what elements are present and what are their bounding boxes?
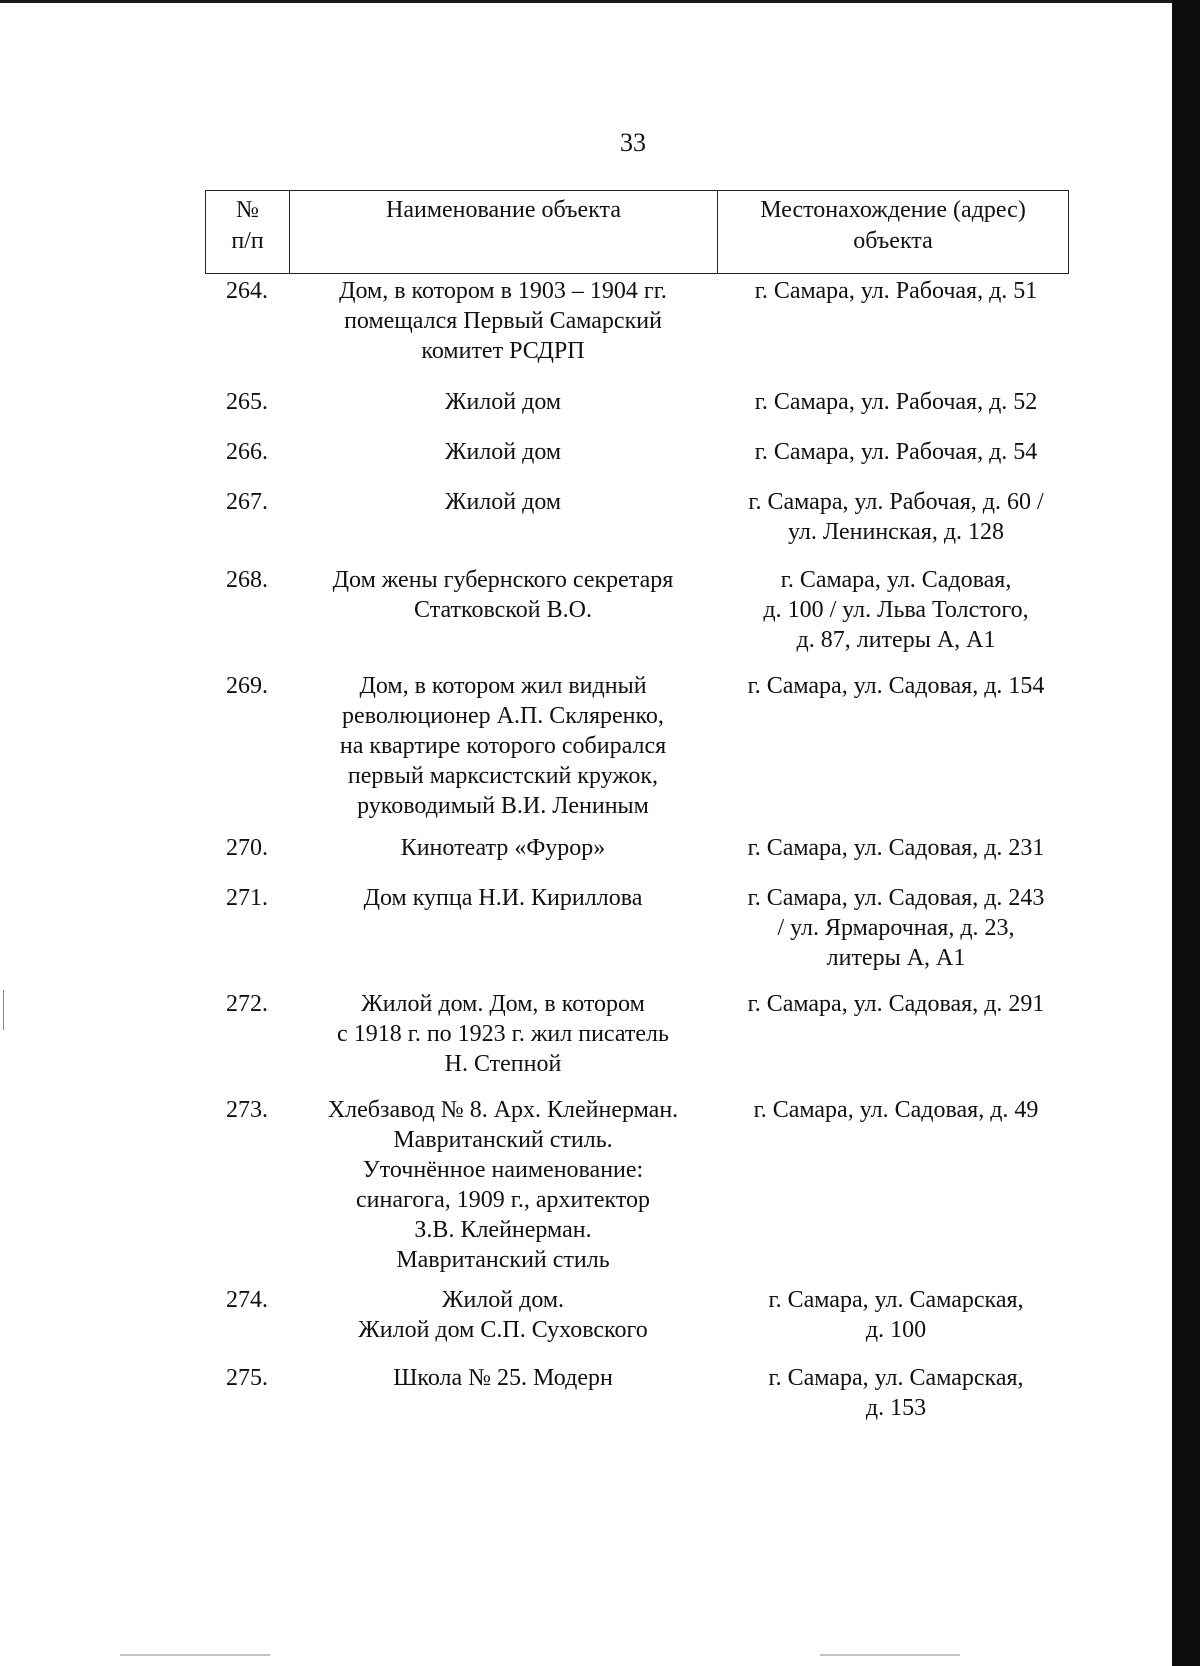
row-number: 267. (226, 489, 268, 515)
object-name (289, 387, 717, 437)
row-number: 265. (226, 389, 268, 415)
row-number: 271. (226, 885, 268, 911)
object-name-line: Жилой дом (444, 389, 562, 415)
object-address-line: г. Самара, ул. Рабочая, д. 51 (754, 278, 1038, 304)
object-address (717, 989, 1069, 1095)
object-name-line: Мавританский стиль. (393, 1127, 613, 1153)
object-name (289, 437, 717, 487)
object-address-line: г. Самара, ул. Рабочая, д. 54 (754, 439, 1038, 465)
object-name-line: Кинотеатр «Фурор» (400, 835, 606, 861)
object-name-line: Дом, в котором в 1903 – 1904 гг. (339, 278, 667, 304)
object-name-line: З.В. Клейнерман. (414, 1217, 592, 1243)
object-address (717, 1363, 1069, 1423)
object-address (717, 276, 1069, 387)
scan-smudge (120, 1654, 270, 1656)
object-name (289, 883, 717, 989)
table-row (205, 833, 1069, 883)
object-name-line: Жилой дом. (441, 1287, 565, 1313)
object-address-line: / ул. Ярмарочная, д. 23, (777, 915, 1015, 941)
object-name-line: с 1918 г. по 1923 г. жил писатель (337, 1021, 669, 1047)
object-address (717, 883, 1069, 989)
object-name-line: Жилой дом (444, 439, 562, 465)
object-name (289, 1095, 717, 1285)
header-address (718, 191, 1068, 273)
table-header (205, 190, 1069, 274)
table-row (205, 437, 1069, 487)
object-address (717, 1285, 1069, 1363)
header-address-line: Местонахождение (адрес) (760, 197, 1026, 223)
row-number: 264. (226, 278, 268, 304)
object-name (289, 833, 717, 883)
table-row (205, 276, 1069, 387)
object-address (717, 437, 1069, 487)
row-number: 274. (226, 1287, 268, 1313)
object-name-line: Дом жены губернского секретаря (332, 567, 674, 593)
object-name (289, 1363, 717, 1423)
object-address-line: литеры А, А1 (826, 945, 966, 971)
object-address-line: г. Самара, ул. Рабочая, д. 60 / (748, 489, 1044, 515)
row-number: 268. (226, 567, 268, 593)
object-name (289, 989, 717, 1095)
object-address-line: г. Самара, ул. Самарская, (768, 1287, 1024, 1313)
header-name (290, 191, 718, 273)
object-address-line: г. Самара, ул. Садовая, д. 49 (753, 1097, 1039, 1123)
object-address-line: г. Самара, ул. Самарская, (768, 1365, 1024, 1391)
scan-smudge (820, 1654, 960, 1656)
object-address (717, 833, 1069, 883)
object-address (717, 1095, 1069, 1285)
header-address-line: объекта (853, 228, 933, 254)
row-number: 272. (226, 991, 268, 1017)
object-name-line: Дом, в котором жил видный (359, 673, 647, 699)
object-name-line: Хлебзавод № 8. Арх. Клейнерман. (327, 1097, 679, 1123)
object-address-line: г. Самара, ул. Садовая, д. 291 (747, 991, 1045, 1017)
table-body (205, 276, 1069, 1423)
table-row (205, 1095, 1069, 1285)
object-name-line: Дом купца Н.И. Кириллова (363, 885, 643, 911)
table-row (205, 671, 1069, 833)
object-address-line: г. Самара, ул. Садовая, д. 231 (747, 835, 1045, 861)
object-address-line: г. Самара, ул. Рабочая, д. 52 (754, 389, 1038, 415)
object-name-line: синагога, 1909 г., архитектор (355, 1187, 651, 1213)
row-number: 275. (226, 1365, 268, 1391)
object-address (717, 565, 1069, 671)
row-number: 270. (226, 835, 268, 861)
object-address-line: г. Самара, ул. Садовая, д. 154 (747, 673, 1045, 699)
object-address-line: г. Самара, ул. Садовая, д. 243 (747, 885, 1045, 911)
row-number: 273. (226, 1097, 268, 1123)
object-address (717, 671, 1069, 833)
object-address (717, 387, 1069, 437)
object-name-line: Жилой дом (444, 489, 562, 515)
object-name (289, 1285, 717, 1363)
table-row (205, 387, 1069, 437)
object-name-line: Уточнённое наименование: (362, 1157, 644, 1183)
object-name-line: революционер А.П. Скляренко, (342, 703, 664, 729)
object-address-line: д. 100 / ул. Льва Толстого, (763, 597, 1029, 623)
object-address-line: д. 153 (865, 1395, 927, 1421)
header-num-line: № (236, 197, 259, 223)
object-name-line: Н. Степной (444, 1051, 562, 1077)
object-address (717, 487, 1069, 565)
object-name-line: комитет РСДРП (421, 338, 585, 364)
object-address-line: г. Самара, ул. Садовая, (780, 567, 1012, 593)
table-row (205, 565, 1069, 671)
object-name (289, 487, 717, 565)
object-address-line: ул. Ленинская, д. 128 (787, 519, 1005, 545)
object-name-line: Мавританский стиль (396, 1247, 610, 1273)
table-row (205, 989, 1069, 1095)
header-num-line: п/п (231, 228, 264, 254)
object-address-line: д. 100 (865, 1317, 927, 1343)
object-name-line: руководимый В.И. Лениным (357, 793, 649, 819)
table-row (205, 1363, 1069, 1423)
object-name-line: Жилой дом. Дом, в котором (361, 991, 645, 1017)
object-address-line: д. 87, литеры А, А1 (796, 627, 996, 653)
header-name-line: Наименование объекта (386, 197, 621, 223)
object-name-line: Статковской В.О. (414, 597, 592, 623)
object-name-line: Школа № 25. Модерн (393, 1365, 613, 1391)
table-row (205, 883, 1069, 989)
object-name-line: Жилой дом С.П. Суховского (358, 1317, 648, 1343)
scan-speck (3, 990, 4, 1030)
top-scan-rule (0, 0, 1172, 3)
object-name-line: помещался Первый Самарский (344, 308, 662, 334)
row-number: 266. (226, 439, 268, 465)
scan-edge-bar (1172, 0, 1200, 1666)
row-number: 269. (226, 673, 268, 699)
page-number: 33 (620, 128, 646, 157)
object-name (289, 276, 717, 387)
header-num (206, 191, 290, 273)
object-name-line: на квартире которого собирался (339, 733, 667, 759)
table-row (205, 487, 1069, 565)
object-name (289, 671, 717, 833)
table-row (205, 1285, 1069, 1363)
object-name (289, 565, 717, 671)
object-name-line: первый марксистский кружок, (347, 763, 659, 789)
